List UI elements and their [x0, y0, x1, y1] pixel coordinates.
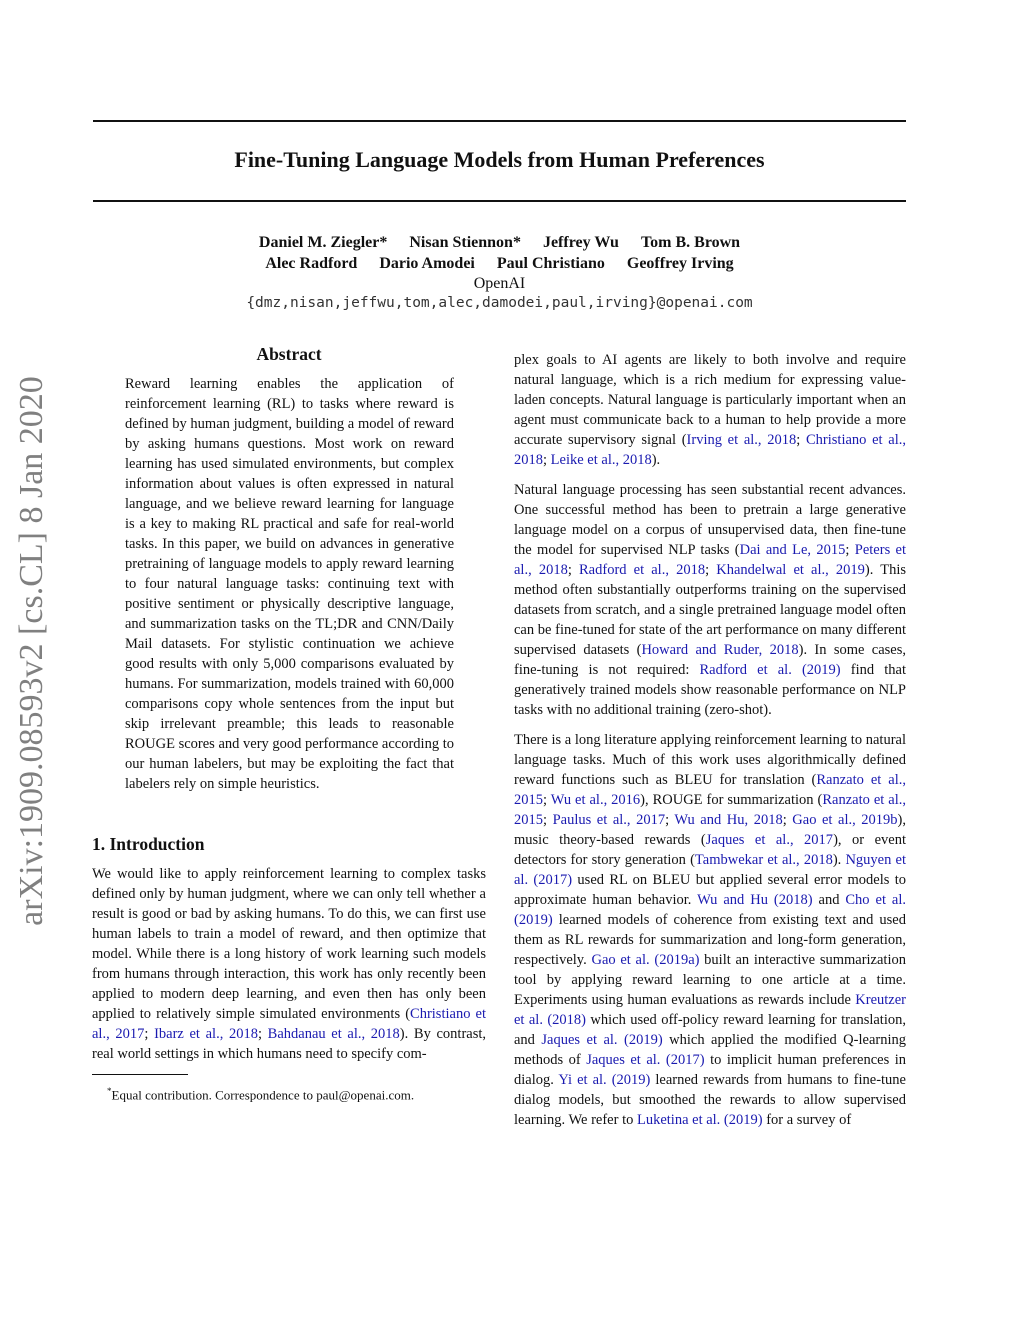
- body-text: ;: [543, 812, 553, 828]
- body-text: for a survey of: [762, 1112, 852, 1128]
- paper-title: Fine-Tuning Language Models from Human Preferences: [234, 147, 765, 172]
- citation-link[interactable]: Gao et al., 2019b: [792, 812, 898, 828]
- footnote-mark: *: [107, 1086, 112, 1096]
- body-text: which applied the modified Q-learning methods of: [514, 1032, 906, 1068]
- section-heading-introduction: 1. Introduction: [92, 834, 205, 854]
- body-text: ). This method often substantially outperforms training on the supervised datasets from scratch, and a single pretrained language model often can be fine-tuned for state of the art performance on many different supervised datasets (: [514, 562, 906, 658]
- body-text: ;: [144, 1026, 155, 1042]
- body-text: and: [812, 892, 846, 908]
- title-rule-top: [93, 120, 906, 122]
- body-text: ;: [782, 812, 793, 828]
- citation-link[interactable]: Luketina et al. (2019): [636, 1112, 763, 1128]
- citation-link[interactable]: Jaques et al. (2019): [541, 1032, 663, 1048]
- citation-link[interactable]: Ranzato et al., 2015: [514, 772, 906, 808]
- citation-link[interactable]: Ranzato et al., 2015: [514, 792, 906, 828]
- body-text: ;: [665, 812, 675, 828]
- citation-link[interactable]: Jaques et al. (2017): [586, 1052, 705, 1068]
- body-text: ).: [832, 852, 846, 868]
- body-text: ), ROUGE for summarization (: [640, 792, 823, 808]
- body-text: There is a long literature applying reinforcement learning to natural language tasks. Much of this work uses algorithmically defined reward functions such as BLEU for translation (: [514, 732, 906, 788]
- citation-link[interactable]: Dai and Le, 2015: [739, 542, 846, 558]
- body-text: ), music theory-based rewards (: [514, 812, 906, 848]
- body-text: find that generatively trained models show reasonable performance on NLP tasks with no additional training (zero-shot).: [514, 662, 906, 718]
- body-text: ;: [567, 562, 580, 578]
- body-text: ). In some cases, fine-tuning is not required:: [514, 642, 907, 678]
- citation-link[interactable]: Wu and Hu, 2018: [674, 812, 783, 828]
- citation-link[interactable]: Gao et al. (2019a): [591, 952, 700, 968]
- body-text: We would like to apply reinforcement learning to complex tasks defined only by human judgment, where we can only tell whether a result is good or bad by asking humans. To do this, we can first use human labels to train a model of reward, and then optimize that model. While there is a long history of work learning such models from humans through interaction, this work has only recently been applied to modern deep learning, and even then has only been applied to relatively simple simulated environments (: [92, 866, 486, 1022]
- citation-link[interactable]: Wu et al., 2016: [550, 792, 641, 808]
- citation-link[interactable]: Cho et al. (2019): [514, 892, 907, 928]
- citation-link[interactable]: Paulus et al., 2017: [552, 812, 666, 828]
- body-text: ;: [543, 792, 551, 808]
- body-text: built an interactive summarization tool by applying reward learning to one article at a time. Experiments using human evaluations as rewards include: [514, 952, 906, 1008]
- body-text: ;: [543, 452, 551, 468]
- body-text: ;: [845, 542, 855, 558]
- author-name: Dario Amodei: [379, 255, 475, 272]
- citation-link[interactable]: Peters et al., 2018: [514, 542, 907, 578]
- body-text: to implicit human preferences in dialog.: [514, 1052, 906, 1088]
- citation-link[interactable]: Radford et al., 2018: [579, 562, 706, 578]
- author-name: Daniel M. Ziegler*: [258, 234, 388, 251]
- footnote-text: Equal contribution. Correspondence to paul@openai.com.: [111, 1087, 415, 1103]
- body-text: plex goals to AI agents are likely to both involve and require natural language, which is a rich medium for expressing value-laden concepts. Natural language is particularly important when an agent must communicate back to a human to help provide a more accurate supervisory signal (: [514, 352, 906, 448]
- left-column: [92, 344, 486, 1103]
- author-line-2: [93, 255, 906, 273]
- citation-link[interactable]: Nguyen et al. (2017): [514, 852, 906, 888]
- body-text: ;: [705, 562, 717, 578]
- author-line-1: [93, 234, 906, 252]
- body-paragraph: [514, 480, 906, 720]
- intro-paragraph: [92, 864, 486, 1064]
- body-text: ;: [257, 1026, 268, 1042]
- abstract-text: Reward learning enables the application of reinforcement learning (RL) to tasks where reward is defined by human judgment, building a model of reward by asking humans questions. Most work on reward learning has used simulated environments, but complex information about values is often expressed in natural language, and we believe reward learning for language is a key to making RL practical and safe for real-world tasks. In this paper, we build on advances in generative pretraining of language models to apply reward learning to four natural language tasks: continuing text with positive sentiment or physically descriptive language, and summarization tasks on the TL;DR and CNN/Daily Mail datasets. For stylistic continuation we achieve good results with only 5,000 comparisons evaluated by humans. For summarization, models trained with 60,000 comparisons copy whole sentences from the input but skip irrelevant preamble; this leads to reasonable ROUGE scores and very good performance according to our human labelers, but may be exploiting the fact that labelers rely on simple heuristics.: [125, 376, 454, 792]
- citation-link[interactable]: Bahdanau et al., 2018: [267, 1026, 400, 1042]
- body-text: learned rewards from humans to fine-tune dialog models, but smoothed the rewards to allow supervised learning. We refer to: [514, 1072, 906, 1128]
- body-text: ), or event detectors for story generation (: [514, 832, 906, 868]
- body-text: ).: [651, 452, 661, 468]
- citation-link[interactable]: Christiano et al., 2017: [92, 1006, 486, 1042]
- footnote: [92, 1083, 486, 1103]
- citation-link[interactable]: Irving et al., 2018: [686, 432, 797, 448]
- body-text: learned models of coherence from existing text and used them as RL rewards for summarization and long-form generation, respectively.: [514, 912, 906, 968]
- right-column: [514, 350, 906, 1140]
- citation-link[interactable]: Ibarz et al., 2018: [154, 1026, 258, 1042]
- body-paragraph: [514, 730, 906, 1130]
- body-text: ). By contrast, real world settings in which humans need to specify com-: [92, 1026, 487, 1062]
- citation-link[interactable]: Khandelwal et al., 2019: [716, 562, 865, 578]
- citation-link[interactable]: Radford et al. (2019): [699, 662, 841, 678]
- author-name: Jeffrey Wu: [542, 234, 619, 251]
- body-text: ;: [796, 432, 806, 448]
- author-name: Geoffrey Irving: [626, 255, 734, 272]
- citation-link[interactable]: Jaques et al., 2017: [705, 832, 834, 848]
- author-name: Paul Christiano: [496, 255, 605, 272]
- body-text: used RL on BLEU but applied several error models to approximate human behavior.: [514, 872, 907, 908]
- citation-link[interactable]: Yi et al. (2019): [558, 1072, 651, 1088]
- abstract-heading: Abstract: [256, 344, 322, 364]
- body-text: Natural language processing has seen substantial recent advances. One successful method has been to pretrain a large generative language model on a corpus of unsupervised data, then fine-tune the model for supervised NLP tasks (: [514, 482, 906, 558]
- author-name: Tom B. Brown: [640, 234, 741, 251]
- body-paragraph: [514, 350, 906, 470]
- author-emails: {dmz,nisan,jeffwu,tom,alec,damodei,paul,irving}@openai.com: [246, 295, 753, 311]
- author-name: Nisan Stiennon*: [409, 234, 521, 251]
- citation-link[interactable]: Kreutzer et al. (2018): [514, 992, 906, 1028]
- title-rule-bottom: [93, 200, 906, 202]
- citation-link[interactable]: Tambwekar et al., 2018: [694, 852, 833, 868]
- footnote-rule: [92, 1074, 188, 1075]
- citation-link[interactable]: Leike et al., 2018: [550, 452, 652, 468]
- body-text: which used off-policy reward learning for translation, and: [514, 1012, 906, 1048]
- citation-link[interactable]: Howard and Ruder, 2018: [641, 642, 799, 658]
- arxiv-stamp: arXiv:1909.08593v2 [cs.CL] 8 Jan 2020: [13, 376, 50, 926]
- citation-link[interactable]: Christiano et al., 2018: [514, 432, 906, 468]
- citation-link[interactable]: Wu and Hu (2018): [697, 892, 813, 908]
- author-name: Alec Radford: [265, 255, 358, 272]
- affiliation: OpenAI: [473, 275, 526, 292]
